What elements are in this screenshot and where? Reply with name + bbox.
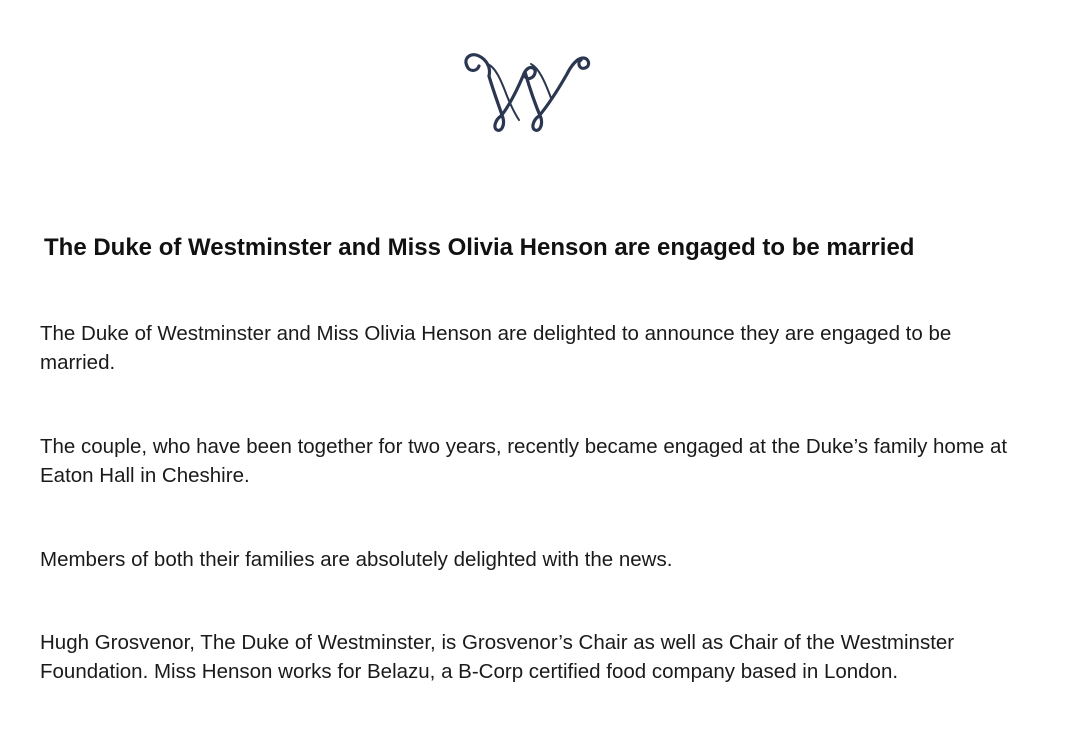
paragraph-couple-engagement: The couple, who have been together for two years, recently became engaged at the Duke’s family home at Eaton Hall in Cheshire. [40, 435, 1008, 487]
paragraph-announcement: The Duke of Westminster and Miss Olivia Henson are delighted to announce they are engaged to be married. [40, 322, 952, 374]
paragraph-families: Members of both their families are absolutely delighted with the news. [40, 548, 673, 571]
w-monogram-icon [461, 46, 593, 138]
page-title: The Duke of Westminster and Miss Olivia Henson are engaged to be married [44, 234, 915, 261]
paragraph-biographies: Hugh Grosvenor, The Duke of Westminster, is Grosvenor’s Chair as well as Chair of the Westminster Foundation. Miss Henson works for Belazu, a B-Corp certified food company based in London. [40, 631, 955, 683]
w-monogram-logo [461, 46, 593, 138]
